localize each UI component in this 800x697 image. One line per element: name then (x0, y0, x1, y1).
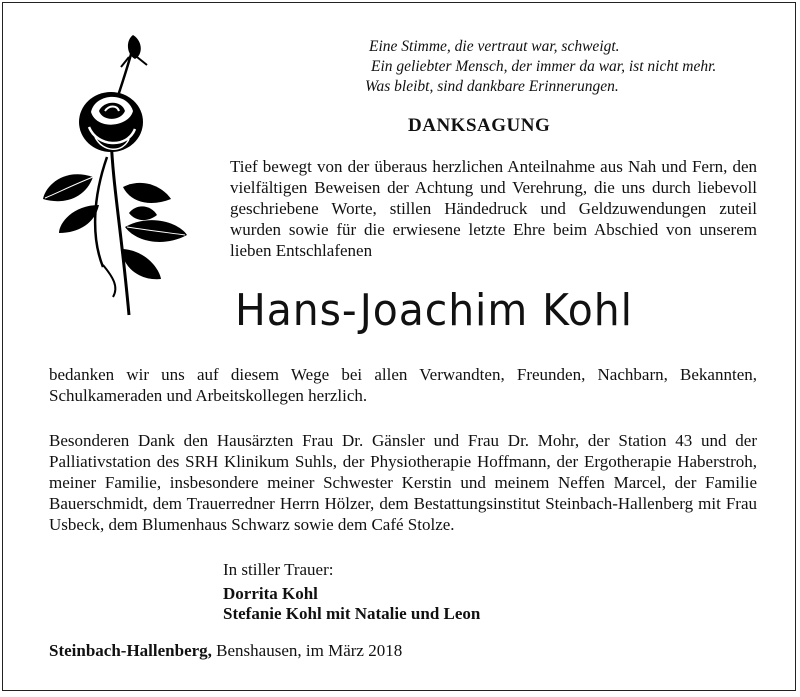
verse (365, 37, 716, 97)
notice-title: DANKSAGUNG (408, 115, 551, 136)
obituary-notice (2, 2, 796, 691)
thanks-paragraph: bedanken wir uns auf diesem Wege bei allen Verwandten, Freunden, Nachbarn, Bekannten, Schulkameraden und Arbeitskollegen herzlich. (49, 365, 757, 405)
verse-line: Ein geliebter Mensch, der immer da war, ist nicht mehr. (371, 58, 717, 75)
intro-paragraph: Tief bewegt von der überaus herzlichen Anteilnahme aus Nah und Fern, den vielfältigen Beweisen der Achtung und Verehrung, die uns durch liebevoll geschriebene Worte, stillen Händedruck und Geldzuwendungen zuteil wurden sowie für die erwiesene letzte Ehre beim Abschied von unserem lieben Entschlafenen (230, 157, 757, 260)
verse-line: Was bleibt, sind dankbare Erinnerungen. (365, 78, 619, 95)
place-secondary: Benshausen, im März 2018 (216, 641, 403, 660)
mourner-name: Dorrita Kohl (223, 584, 318, 603)
place-date (49, 641, 402, 661)
place-primary: Steinbach-Hallenberg, (49, 641, 212, 660)
mourning-label: In stiller Trauer: (223, 560, 334, 579)
mourner-name: Stefanie Kohl mit Natalie und Leon (223, 604, 481, 623)
special-thanks-paragraph: Besonderen Dank den Hausärzten Frau Dr. Gänsler und Frau Dr. Mohr, der Station 43 und der Palliativstation des SRH Klinikum Suhls, der Physiotherapie Hoffmann, der Ergotherapie Haberstroh, meiner Familie, insbesondere meiner Schwester Kerstin und meinem Neffen Marcel, der Familie Bauerschmidt, dem Trauerredner Herrn Hölzer, dem Bestattungsinstitut Steinbach-Hallenberg mit Frau Usbeck, dem Blumenhaus Schwarz sowie dem Café Stolze. (49, 431, 757, 534)
rose-icon (33, 27, 198, 322)
verse-line: Eine Stimme, die vertraut war, schweigt. (369, 38, 620, 55)
deceased-name: Hans-Joachim Kohl (235, 285, 633, 336)
